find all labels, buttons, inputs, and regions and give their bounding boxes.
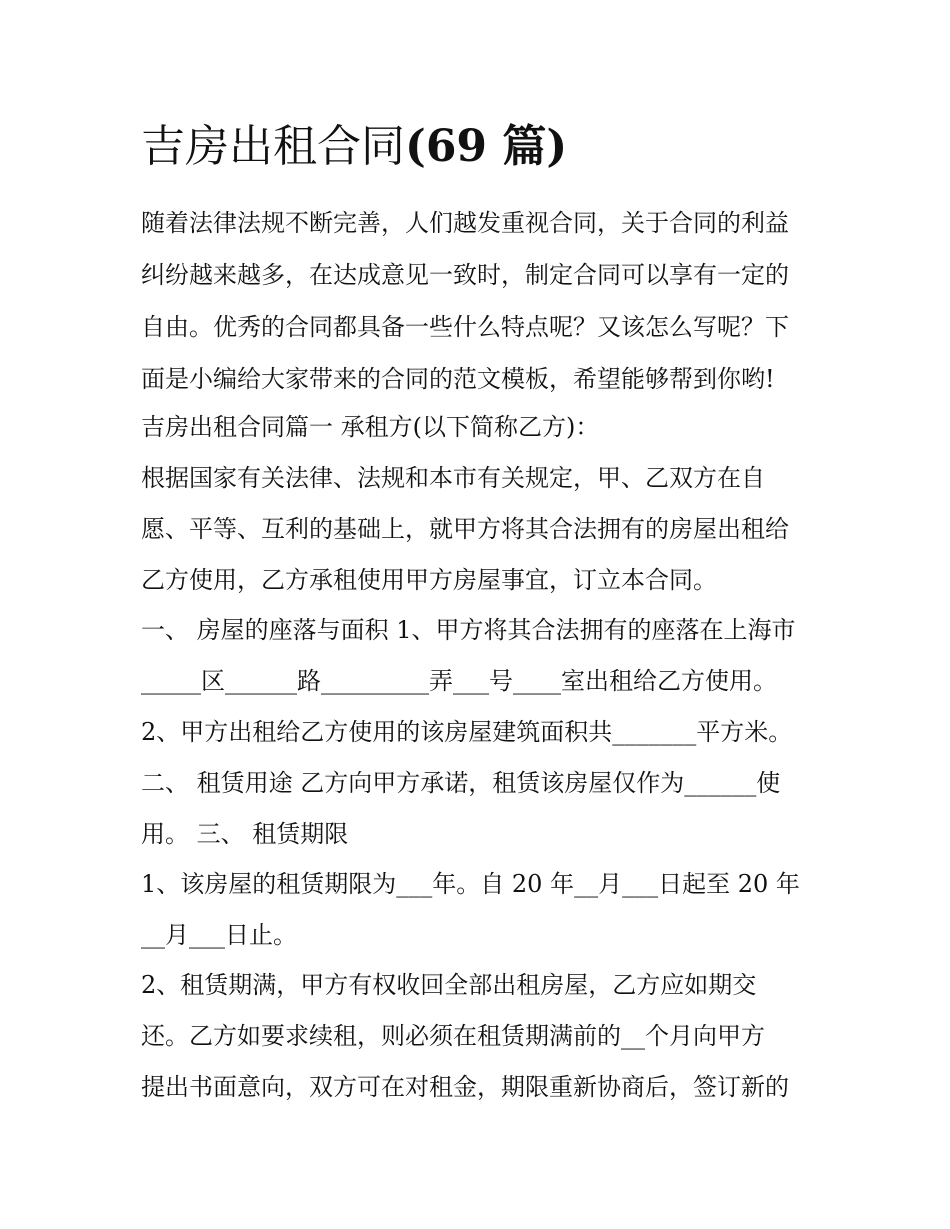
text-line: 根据国家有关法律、法规和本市有关规定，甲、乙双方在自 <box>141 464 765 492</box>
text-line: 纠纷越来越多，在达成意见一致时，制定合同可以享有一定的 <box>141 261 789 289</box>
text-line: 还。乙方如要求续租，则必须在租赁期满前的__个月向甲方 <box>141 1022 765 1050</box>
section-heading-line: 吉房出租合同篇一 承租方(以下简称乙方)： <box>141 413 600 441</box>
text-line: 随着法律法规不断完善，人们越发重视合同，关于合同的利益 <box>141 209 789 237</box>
clause-line: 1、该房屋的租赁期限为___年。自 20 年__月___日起至 20 年 <box>141 870 800 898</box>
text-line: 面是小编给大家带来的合同的范文模板，希望能够帮到你哟! <box>141 365 775 393</box>
clause-line: 2、租赁期满，甲方有权收回全部出租房屋，乙方应如期交 <box>141 971 757 999</box>
clause-line: 2、甲方出租给乙方使用的该房屋建筑面积共_______平方米。 <box>141 718 793 746</box>
document-title <box>141 117 567 177</box>
text-line: _____区______路_________弄___号____室出租给乙方使用。 <box>141 667 777 695</box>
text-line: 乙方使用，乙方承租使用甲方房屋事宜，订立本合同。 <box>141 566 717 594</box>
text-line: 愿、平等、互利的基础上，就甲方将其合法拥有的房屋出租给 <box>141 515 789 543</box>
document-title-main: 吉房出租合同 <box>141 121 405 172</box>
text-line: 用。 三、 租赁期限 <box>141 820 349 848</box>
text-line: 提出书面意向，双方可在对租金，期限重新协商后，签订新的 <box>141 1073 789 1101</box>
text-line: 自由。优秀的合同都具备一些什么特点呢？又该怎么写呢？下 <box>141 313 789 341</box>
clause-line: 二、 租赁用途 乙方向甲方承诺，租赁该房屋仅作为______使 <box>141 769 781 797</box>
text-line: __月___日止。 <box>141 921 297 949</box>
document-title-count: (69 篇) <box>405 121 568 172</box>
clause-line: 一、 房屋的座落与面积 1、甲方将其合法拥有的座落在上海市 <box>141 616 796 644</box>
